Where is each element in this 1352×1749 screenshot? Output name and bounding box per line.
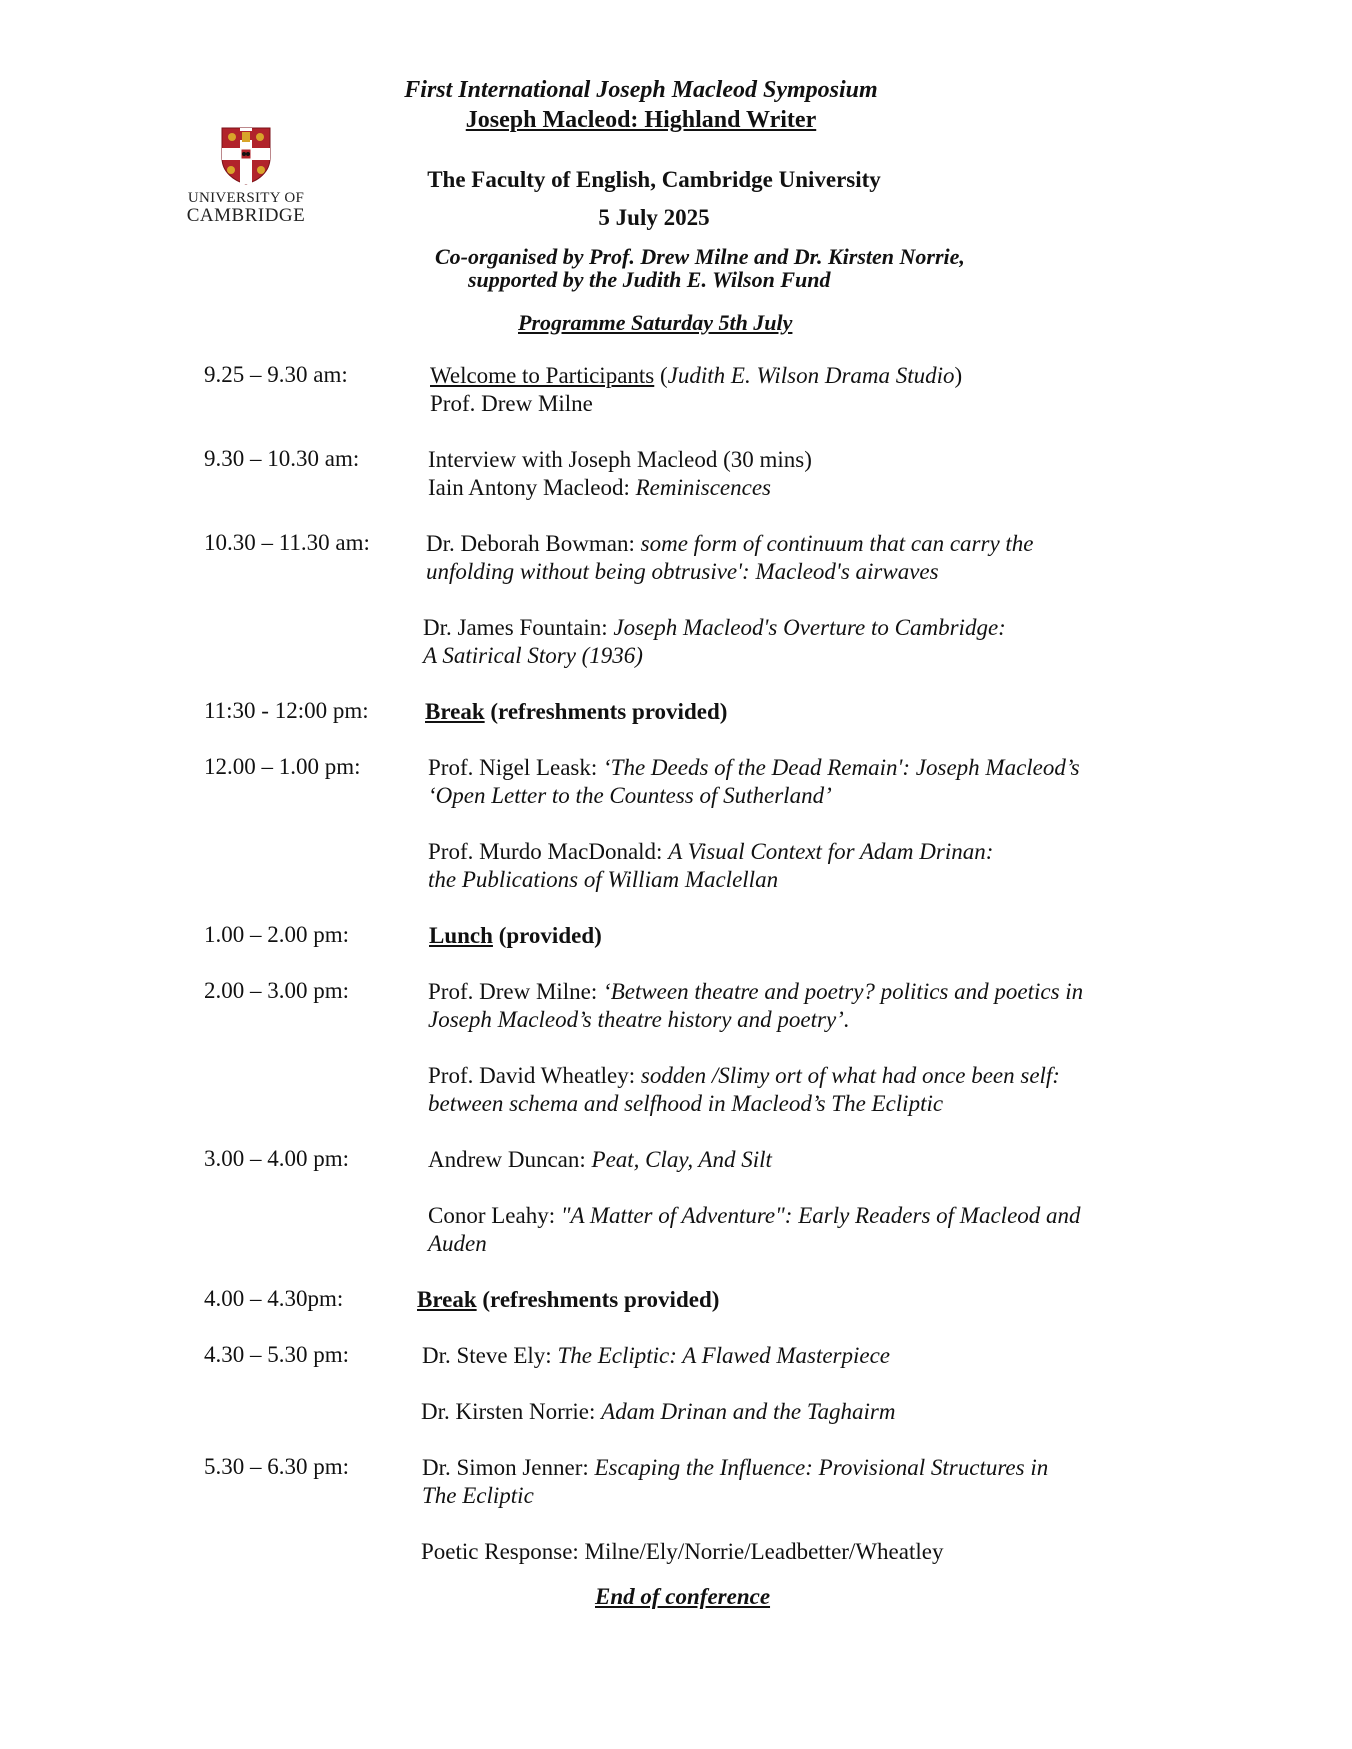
break-note: (refreshments provided) — [484, 699, 728, 724]
entry-line-2 — [428, 474, 1208, 502]
schedule-entry — [426, 530, 1206, 586]
time-slot: 5.30 – 6.30 pm: — [204, 1454, 350, 1479]
break-entry — [417, 1286, 1197, 1314]
venue-name: Judith E. Wilson Drama Studio — [667, 363, 955, 388]
time-slot: 10.30 – 11.30 am: — [204, 530, 370, 555]
end-of-conference: End of conference — [595, 1584, 771, 1609]
paren-close: ) — [954, 363, 963, 388]
speaker: Prof. David Wheatley: — [428, 1063, 641, 1088]
talk-title-line-1: Adam Drinan and the Taghairm — [601, 1399, 896, 1424]
speaker: Prof. Murdo MacDonald: — [428, 839, 669, 864]
speaker: Dr. Steve Ely: — [422, 1343, 558, 1368]
entry-line-1 — [422, 1342, 1202, 1370]
entry-line-1 — [428, 838, 1208, 866]
poetic-response: Poetic Response: Milne/Ely/Norrie/Leadbetter/Wheatley — [421, 1539, 944, 1564]
schedule-entry — [422, 1342, 1202, 1370]
schedule-entry — [421, 1398, 1201, 1426]
break-entry — [425, 698, 1205, 726]
faculty-line: The Faculty of English, Cambridge University — [427, 167, 881, 192]
break-label: Break — [425, 699, 485, 724]
talk-title: Reminiscences — [635, 475, 771, 500]
time-slot: 2.00 – 3.00 pm: — [204, 978, 350, 1003]
organisers-line-2: supported by the Judith E. Wilson Fund — [468, 267, 831, 292]
schedule-entry — [423, 614, 1203, 670]
speaker: Dr. James Fountain: — [423, 615, 614, 640]
speaker: Iain Antony Macleod: — [428, 475, 636, 500]
talk-title-line-2: Joseph Macleod’s theatre history and poetry’. — [428, 1007, 850, 1032]
break-note: (refreshments provided) — [476, 1287, 720, 1312]
talk-title-line-1: A Visual Context for Adam Drinan: — [668, 839, 994, 864]
speaker: Dr. Deborah Bowman: — [426, 531, 641, 556]
schedule-entry — [428, 754, 1248, 810]
talk-title-line-1: ‘The Deeds of the Dead Remain': Joseph Macleod’s — [603, 755, 1080, 780]
time-slot: 3.00 – 4.00 pm: — [204, 1146, 350, 1171]
time-slot: 11:30 - 12:00 pm: — [204, 698, 369, 723]
schedule-entry — [430, 362, 1210, 418]
organisers-line-1: Co-organised by Prof. Drew Milne and Dr. Kirsten Norrie, — [435, 244, 965, 269]
talk-title-line-1: Escaping the Influence: Provisional Structures in — [594, 1455, 1049, 1480]
entry-line-1 — [426, 530, 1206, 558]
event-date: 5 July 2025 — [598, 205, 710, 230]
talk-title-line-2: The Ecliptic — [422, 1483, 534, 1508]
talk-title-line-2: ‘Open Letter to the Countess of Sutherland’ — [428, 783, 832, 808]
talk-title-line-1: some form of continuum that can carry the — [640, 531, 1034, 556]
lunch-label: Lunch — [429, 923, 493, 948]
entry-line-1 — [428, 1062, 1208, 1090]
entry-line-1 — [423, 614, 1203, 642]
speaker: Conor Leahy: — [428, 1203, 561, 1228]
entry-line-1 — [422, 1454, 1202, 1482]
time-slot: 9.25 – 9.30 am: — [204, 362, 348, 387]
talk-title-line-1: sodden /Slimy ort of what had once been self: — [640, 1063, 1060, 1088]
schedule-entry — [422, 1454, 1202, 1510]
entry-line-1 — [428, 1146, 1208, 1174]
entry-line-1 — [421, 1398, 1201, 1426]
talk-title-line-1: The Ecliptic: A Flawed Masterpiece — [557, 1343, 891, 1368]
entry-line-1 — [428, 1202, 1248, 1230]
break-label: Break — [417, 1287, 477, 1312]
time-slot: 12.00 – 1.00 pm: — [204, 754, 361, 779]
entry-line-1 — [428, 754, 1248, 782]
talk-title-line-2: unfolding without being obtrusive': Macleod's airwaves — [426, 559, 939, 584]
lunch-note: (provided) — [492, 923, 602, 948]
talk-title-line-2: between schema and selfhood in Macleod’s The Ecliptic — [428, 1091, 944, 1116]
schedule-entry — [428, 1146, 1208, 1174]
speaker: Prof. Nigel Leask: — [428, 755, 604, 780]
talk-title-line-2: Auden — [428, 1231, 487, 1256]
entry-line-1 — [428, 978, 1248, 1006]
logo-line-2: CAMBRIDGE — [186, 205, 306, 226]
lunch-entry — [429, 922, 1209, 950]
entry-line-1 — [430, 362, 1210, 390]
schedule-entry — [428, 838, 1208, 894]
speaker: Andrew Duncan: — [428, 1147, 592, 1172]
schedule-entry — [428, 978, 1248, 1034]
welcome-label: Welcome to Participants — [430, 363, 655, 388]
talk-title-line-1: ‘Between theatre and poetry? politics and poetics in — [603, 979, 1084, 1004]
entry-line-1: Interview with Joseph Macleod (30 mins) — [428, 447, 812, 472]
talk-title-line-1: "A Matter of Adventure": Early Readers of Macleod and — [560, 1203, 1081, 1228]
talk-title-line-2: the Publications of William Maclellan — [428, 867, 779, 892]
time-slot: 1.00 – 2.00 pm: — [204, 922, 350, 947]
time-slot: 9.30 – 10.30 am: — [204, 446, 360, 471]
talk-title-line-2: A Satirical Story (1936) — [423, 643, 643, 668]
programme-heading: Programme Saturday 5th July — [518, 310, 793, 335]
talk-title-line-1: Peat, Clay, And Silt — [591, 1147, 772, 1172]
speaker: Prof. Drew Milne: — [428, 979, 604, 1004]
schedule-entry — [428, 446, 1208, 502]
talk-title-line-1: Joseph Macleod's Overture to Cambridge: — [613, 615, 1006, 640]
schedule-entry — [428, 1062, 1208, 1118]
time-slot: 4.00 – 4.30pm: — [204, 1286, 344, 1311]
schedule-entry — [421, 1538, 1201, 1566]
speaker: Dr. Simon Jenner: — [422, 1455, 595, 1480]
symposium-title: First International Joseph Macleod Symposium — [404, 77, 878, 103]
paren-open: ( — [654, 363, 668, 388]
speaker: Dr. Kirsten Norrie: — [421, 1399, 602, 1424]
time-slot: 4.30 – 5.30 pm: — [204, 1342, 350, 1367]
entry-speaker: Prof. Drew Milne — [430, 391, 593, 416]
logo-line-1: UNIVERSITY OF — [187, 190, 305, 206]
schedule-entry — [428, 1202, 1248, 1258]
symposium-subtitle: Joseph Macleod: Highland Writer — [465, 107, 817, 133]
